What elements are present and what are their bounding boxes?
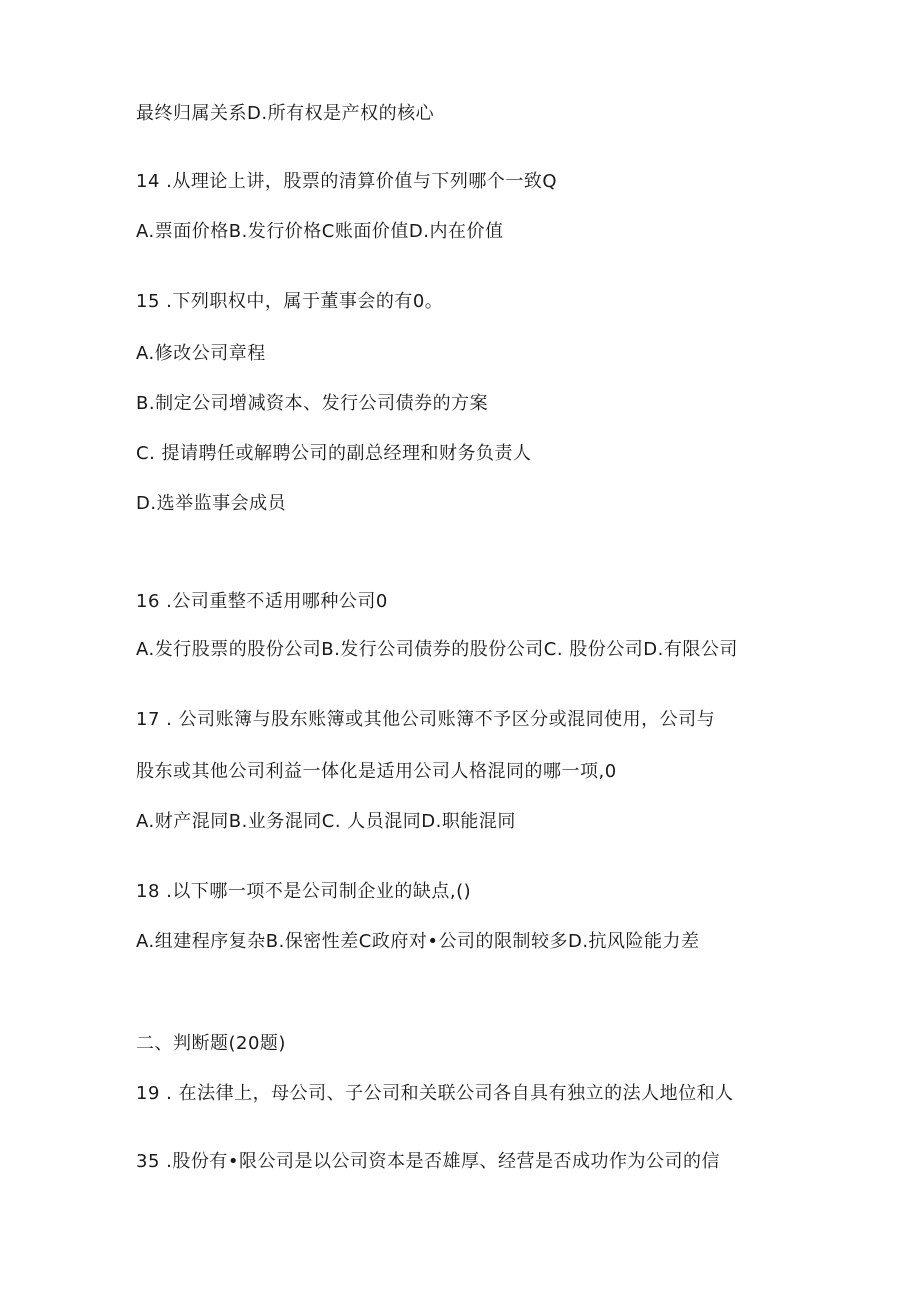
question-35: 35 .股份有•限公司是以公司资本是否雄厚、经营是否成功作为公司的信 (136, 1151, 720, 1172)
question-15: 15 .下列职权中，属于董事会的有0。 (136, 291, 444, 312)
question-15-option-a: A.修改公司章程 (136, 343, 266, 364)
question-17-line-2: 股东或其他公司利益一体化是适用公司人格混同的哪一项,0 (136, 761, 617, 782)
question-14-options: A.票面价格B.发行价格C账面价值D.内在价值 (136, 221, 504, 242)
text-line: 最终归属关系D.所有权是产权的核心 (136, 103, 435, 124)
question-15-option-d: D.选举监事会成员 (136, 493, 287, 514)
question-16-options: A.发行股票的股份公司B.发行公司债券的股份公司C. 股份公司D.有限公司 (136, 639, 738, 660)
question-14: 14 .从理论上讲，股票的清算价值与下列哪个一致Q (136, 171, 558, 192)
question-16: 16 .公司重整不适用哪种公司0 (136, 591, 388, 612)
question-15-option-c: C. 提请聘任或解聘公司的副总经理和财务负责人 (136, 443, 532, 464)
question-18: 18 .以下哪一项不是公司制企业的缺点,() (136, 881, 472, 902)
question-18-options: A.组建程序复杂B.保密性差C政府对•公司的限制较多D.抗风险能力差 (136, 931, 700, 952)
question-19: 19 . 在法律上，母公司、子公司和关联公司各自具有独立的法人地位和人 (136, 1083, 734, 1104)
question-15-option-b: B.制定公司增减资本、发行公司债券的方案 (136, 393, 489, 414)
section-heading: 二、判断题(20题) (136, 1033, 286, 1054)
question-17-line-1: 17 . 公司账簿与股东账簿或其他公司账簿不予区分或混同使用，公司与 (136, 709, 716, 730)
question-17-options: A.财产混同B.业务混同C. 人员混同D.职能混同 (136, 811, 516, 832)
